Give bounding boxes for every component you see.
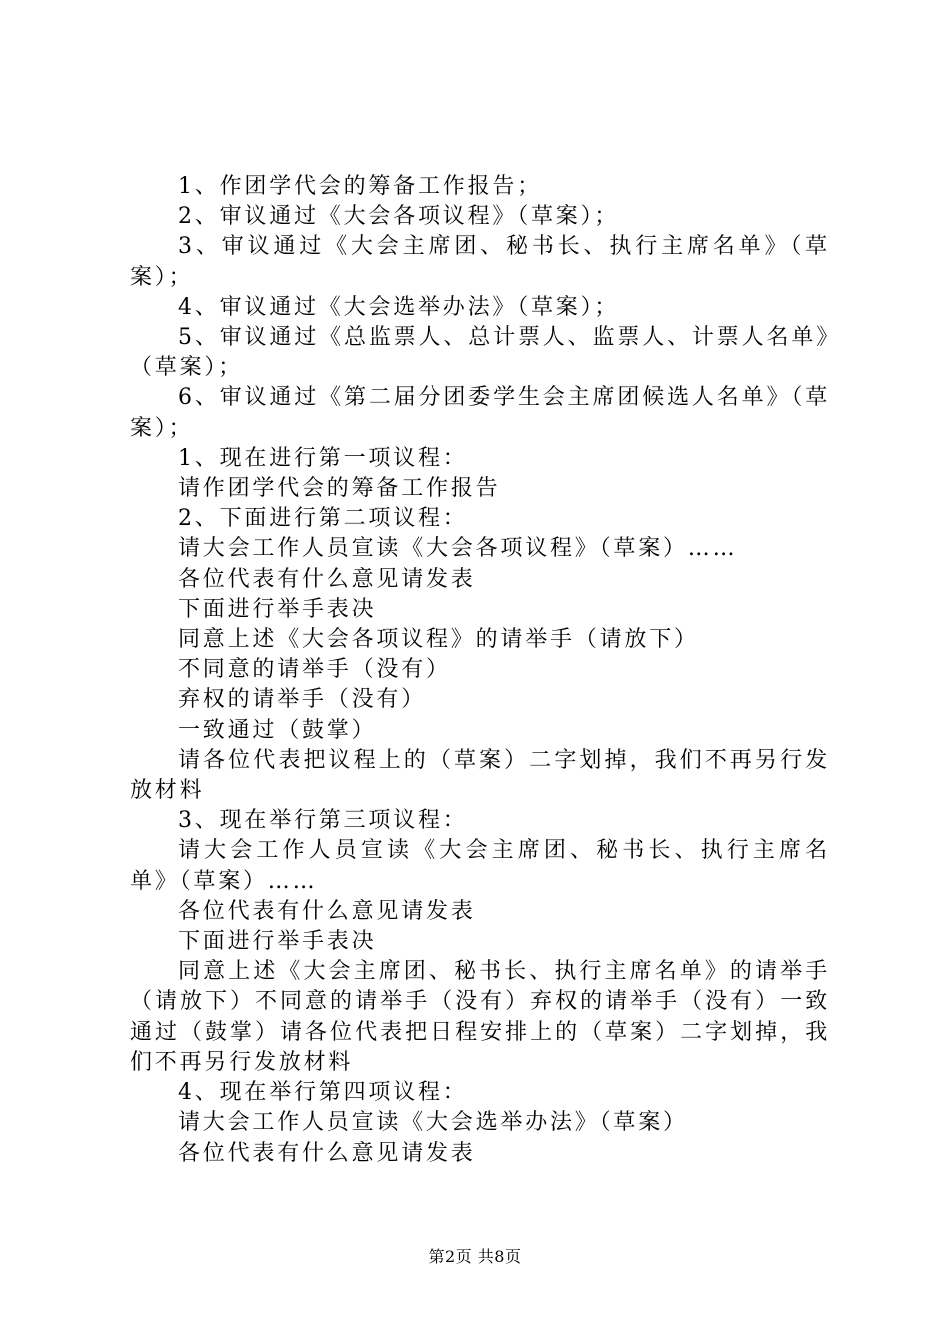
paragraph: 1、现在进行第一项议程： <box>178 445 468 471</box>
document-body <box>130 172 830 1169</box>
paragraph: 不同意的请举手（没有） <box>178 657 451 683</box>
paragraph: 1、作团学代会的筹备工作报告； <box>178 174 542 199</box>
paragraph: 4、现在举行第四项议程： <box>178 1080 468 1106</box>
paragraph: 弃权的请举手（没有） <box>178 687 427 713</box>
paragraph: 6、审议通过《第二届分团委学生会主席团候选人名单》（草案）； <box>130 385 830 441</box>
paragraph: 同意上述《大会各项议程》的请举手（请放下） <box>178 627 699 653</box>
paragraph: 请各位代表把议程上的（草案）二字划掉，我们不再另行发放材料 <box>130 747 830 804</box>
paragraph: 下面进行举手表决 <box>178 929 377 955</box>
paragraph: 一致通过（鼓掌） <box>178 717 377 743</box>
paragraph: 4、审议通过《大会选举办法》（草案）； <box>178 294 620 320</box>
paragraph: 请大会工作人员宣读《大会各项议程》（草案）…… <box>178 536 738 562</box>
paragraph: 3、审议通过《大会主席团、秘书长、执行主席名单》（草案）； <box>130 234 830 290</box>
paragraph: 2、下面进行第二项议程： <box>178 506 468 532</box>
paragraph: 请作团学代会的筹备工作报告 <box>178 476 501 502</box>
paragraph: 3、现在举行第三项议程： <box>178 808 468 834</box>
page-number-footer: 第2页 共8页 <box>428 1247 522 1266</box>
paragraph: 2、审议通过《大会各项议程》（草案）； <box>178 204 620 230</box>
paragraph: 同意上述《大会主席团、秘书长、执行主席名单》的请举手（请放下）不同意的请举手（没有）弃权的请举手（没有）一致通过（鼓掌）请各位代表把日程安排上的（草案）二字划掉，我们不再另行发放材料 <box>130 959 830 1075</box>
paragraph: 下面进行举手表决 <box>178 596 377 622</box>
paragraph: 各位代表有什么意见请发表 <box>178 566 476 592</box>
paragraph: 请大会工作人员宣读《大会选举办法》（草案） <box>178 1110 688 1136</box>
paragraph: 5、审议通过《总监票人、总计票人、监票人、计票人名单》（草案）； <box>130 325 830 381</box>
paragraph: 各位代表有什么意见请发表 <box>178 1140 476 1166</box>
paragraph: 请大会工作人员宣读《大会主席团、秘书长、执行主席名单》（草案）…… <box>130 838 830 894</box>
paragraph: 各位代表有什么意见请发表 <box>178 898 476 924</box>
